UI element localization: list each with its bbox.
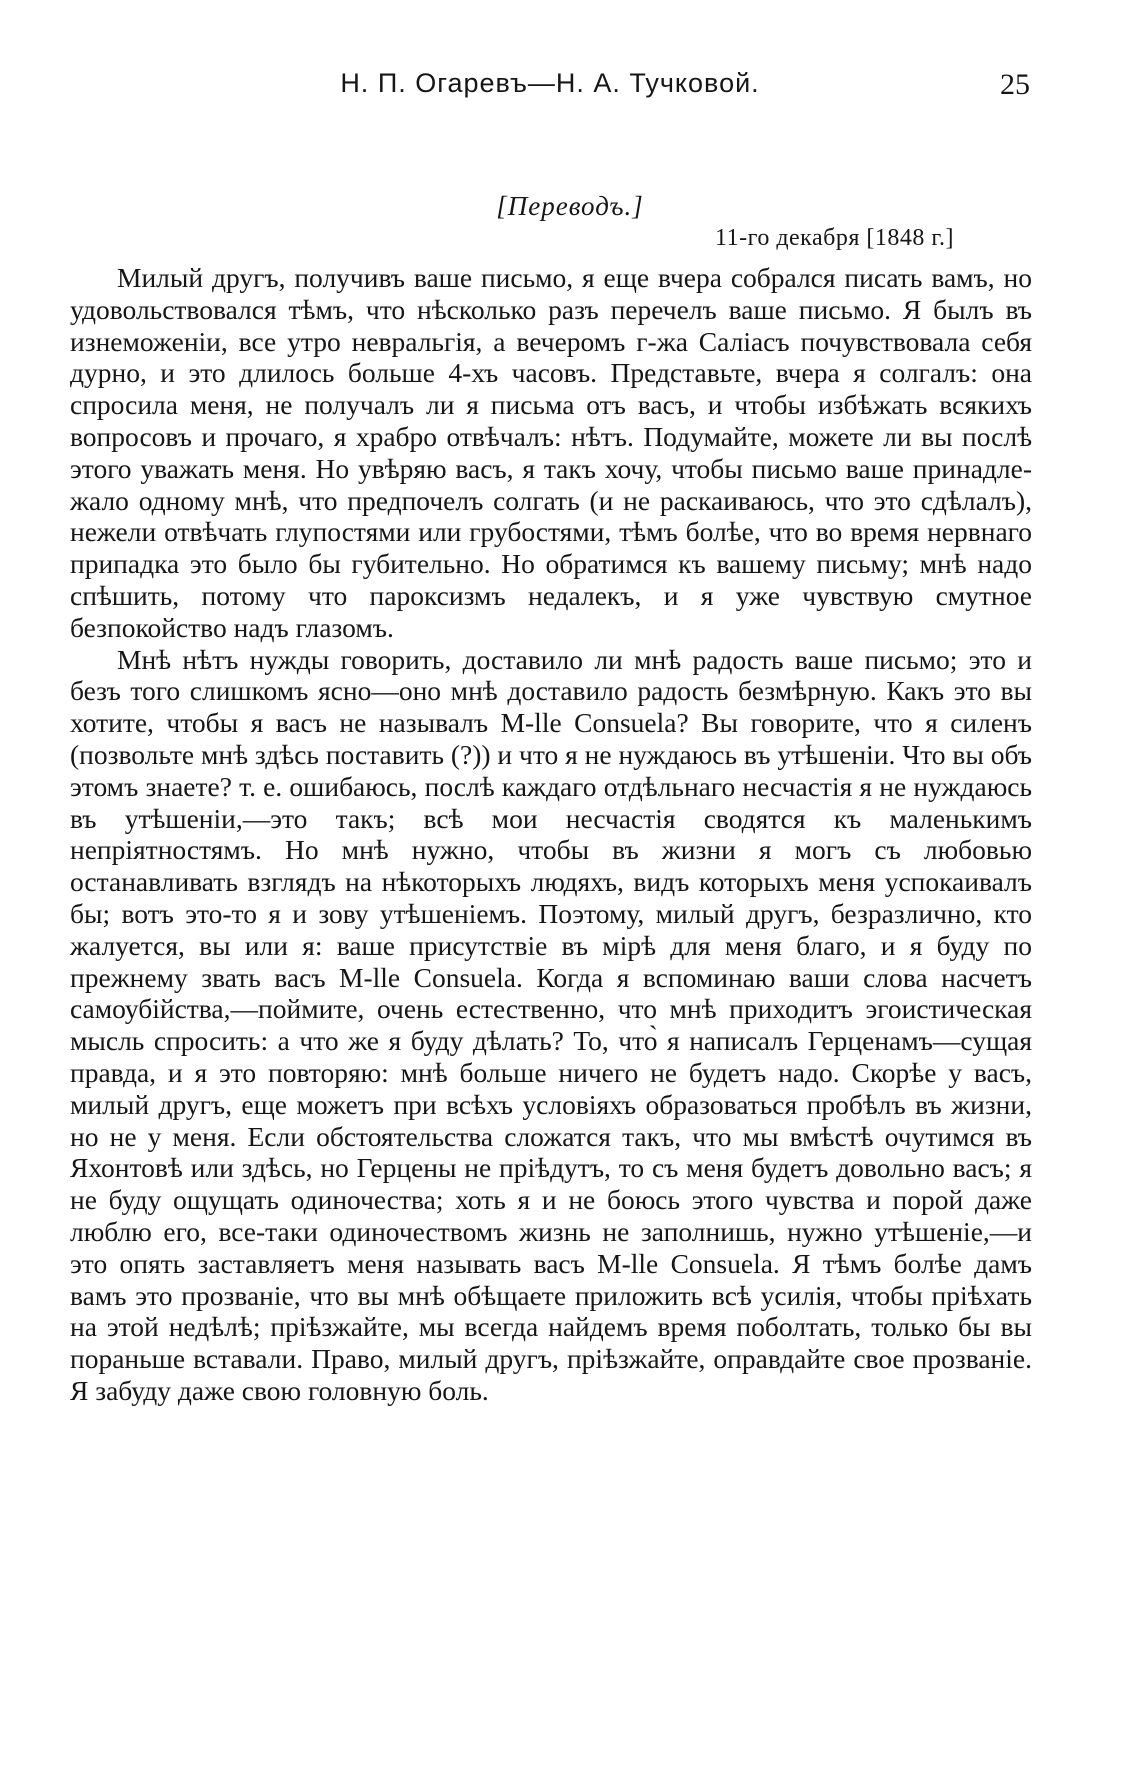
paragraph-1: Милый другъ, получивъ ваше письмо, я еще вчера собрался писать вамъ, но удовольствовался тѣмъ, что нѣсколько разъ перечелъ ваше письмо. Я былъ въ изнеможенiи, все утро невральгiя, а вечеромъ г-жа Салiасъ почувствовала себя дурно, и это длилось больше 4-хъ часовъ. Представьте, вчера я солгалъ: она спросила меня, не получалъ ли я письма отъ васъ, и чтобы избѣжать всякихъ вопросовъ и прочаго, я храбро отвѣчалъ: нѣтъ. Подумайте, можете ли вы послѣ этого уважать меня. Но увѣряю васъ, я такъ хочу, чтобы письмо ваше принадлежало одному мнѣ, что предпочелъ солгать (и не раскаиваюсь, что это сдѣлалъ), нежели отвѣчать глупостями или грубостями, тѣмъ болѣе, что во время нервнаго припадка это было бы губительно. Но обратимся къ вашему письму; мнѣ надо спѣшить, потому что пароксизмъ недалекъ, и я уже чувствую смутное безпокойство надъ глазомъ. bbox=[70, 262, 1032, 643]
letter-body bbox=[70, 262, 1032, 1407]
page-number: 25 bbox=[1000, 68, 1030, 101]
letter-date: 11-го декабря [1848 г.] bbox=[714, 225, 954, 251]
paragraph-2: Мнѣ нѣтъ нужды говорить, доставило ли мнѣ радость ваше письмо; это и безъ того слишкомъ ясно—оно мнѣ доставило радость безмѣрную. Какъ это вы хотите, чтобы я васъ не называлъ M-lle Consuela? Вы говорите, что я силенъ (позвольте мнѣ здѣсь поставить (?)) и что я не нуждаюсь въ утѣшенiи. Что вы объ этомъ знаете? т. е. ошибаюсь, послѣ каждаго отдѣльнаго несчастiя я не нуждаюсь въ утѣшенiи,—это такъ; всѣ мои несчастiя сводятся къ маленькимъ непрiятностямъ. Но мнѣ нужно, чтобы въ жизни я могъ съ любовью останавливать взглядъ на нѣкоторыхъ людяхъ, видъ которыхъ меня успокаивалъ бы; вотъ это-то я и зову утѣшенiемъ. Поэтому, милый другъ, безразлично, кто жалуется, вы или я: ваше присутствiе въ мiрѣ для меня благо, и я буду по прежнему звать васъ M-lle Consuela. Когда я вспоминаю ваши слова насчетъ самоубiйства,—поймите, очень естественно, что мнѣ приходитъ эгоистическая мысль спросить: а что же я буду дѣлать? То, что̀ я написалъ Герценамъ—сущая правда, и я это повторяю: мнѣ больше ничего не будетъ надо. Скорѣе у васъ, милый другъ, еще можетъ при всѣхъ условiяхъ образоваться пробѣлъ въ жизни, но не у меня. Если обстоятельства сложатся такъ, что мы вмѣстѣ очутимся въ Яхонтовѣ или здѣсь, но Герцены не прiѣдутъ, то съ меня будетъ довольно васъ; я не буду ощущать одиночества; хоть я и не боюсь этого чувства и порой даже люблю его, все-таки одиночествомъ жизнь не заполнишь, нужно утѣшенiе,—и это опять заставляетъ меня называть васъ M-lle Consuela. Я тѣмъ болѣе дамъ вамъ это прозванiе, что вы мнѣ обѣщаете приложить всѣ усилiя, чтобы прiѣхать на этой недѣлѣ; прiѣзжайте, мы всегда найдемъ время поболтать, только бы вы пораньше вставали. Право, милый другъ, прiѣзжайте, оправдайте свое прозванiе. Я забуду даже свою головную боль. bbox=[70, 643, 1032, 1406]
running-title: Н. П. Огаревъ—Н. А. Тучковой. bbox=[340, 68, 760, 98]
page-header bbox=[70, 68, 1030, 108]
translation-mark: [Переводъ.] bbox=[496, 191, 644, 221]
